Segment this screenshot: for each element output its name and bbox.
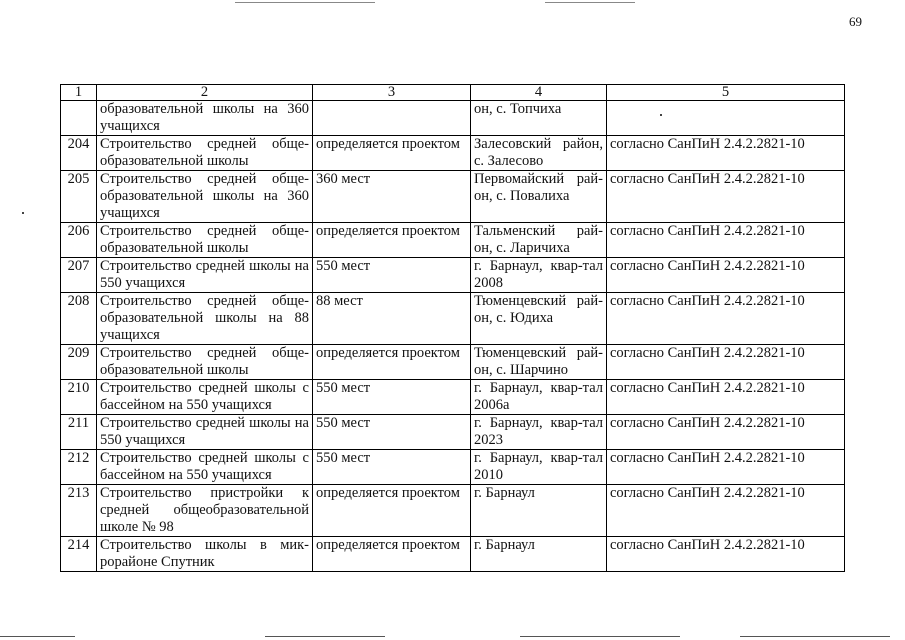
norm-cell: согласно СанПиН 2.4.2.2821-10 [607,450,845,485]
object-cell: Строительство средней школы с бассейном на 550 учащихся [97,450,313,485]
scan-artifact-bottom [265,636,385,637]
capacity-cell: 550 мест [313,380,471,415]
table-row [61,293,845,345]
table-row [61,450,845,485]
object-cell: Строительство средней школы на 550 учащихся [97,258,313,293]
norm-cell: согласно СанПиН 2.4.2.2821-10 [607,223,845,258]
norm-cell: согласно СанПиН 2.4.2.2821-10 [607,345,845,380]
object-cell: Строительство средней обще-образовательной школы на 88 учащихся [97,293,313,345]
row-number: 204 [61,136,97,171]
row-number: 210 [61,380,97,415]
capacity-cell: 360 мест [313,171,471,223]
header-col-5: 5 [607,85,845,101]
capacity-cell: 550 мест [313,415,471,450]
table-row [61,258,845,293]
location-cell: г. Барнаул [471,485,607,537]
capacity-cell: 88 мест [313,293,471,345]
location-cell: он, с. Топчиха [471,101,607,136]
table-body [61,101,845,572]
location-cell: Тальменский рай-он, с. Ларичиха [471,223,607,258]
row-number [61,101,97,136]
location-cell: Тюменцевский рай-он, с. Юдиха [471,293,607,345]
capacity-cell: определяется проектом [313,223,471,258]
row-number: 207 [61,258,97,293]
capacity-cell: определяется проектом [313,537,471,572]
object-cell: Строительство средней обще-образовательной школы [97,136,313,171]
object-cell: Строительство средней обще-образовательной школы [97,345,313,380]
scan-artifact-top [235,2,375,3]
norm-cell: согласно СанПиН 2.4.2.2821-10 [607,293,845,345]
object-cell: Строительство средней школы с бассейном на 550 учащихся [97,380,313,415]
scan-speck [22,212,24,214]
norm-cell [607,101,845,136]
scan-artifact-bottom [740,636,890,637]
object-cell: образовательной школы на 360 учащихся [97,101,313,136]
row-number: 206 [61,223,97,258]
object-cell: Строительство средней обще-образовательной школы на 360 учащихся [97,171,313,223]
scan-artifact-bottom [0,636,75,637]
scan-artifact-top [545,2,635,3]
location-cell: г. Барнаул [471,537,607,572]
object-cell: Строительство школы в мик-рорайоне Спутник [97,537,313,572]
norm-cell: согласно СанПиН 2.4.2.2821-10 [607,485,845,537]
norm-cell: согласно СанПиН 2.4.2.2821-10 [607,171,845,223]
table-row [61,171,845,223]
norm-cell: согласно СанПиН 2.4.2.2821-10 [607,136,845,171]
schools-table [60,84,845,572]
row-number: 209 [61,345,97,380]
norm-cell: согласно СанПиН 2.4.2.2821-10 [607,537,845,572]
location-cell: г. Барнаул, квар-тал 2006а [471,380,607,415]
object-cell: Строительство пристройки к средней общеобразовательной школе № 98 [97,485,313,537]
row-number: 205 [61,171,97,223]
location-cell: г. Барнаул, квар-тал 2010 [471,450,607,485]
capacity-cell: определяется проектом [313,136,471,171]
row-number: 213 [61,485,97,537]
capacity-cell: определяется проектом [313,485,471,537]
norm-cell: согласно СанПиН 2.4.2.2821-10 [607,415,845,450]
header-row [61,85,845,101]
location-cell: г. Барнаул, квар-тал 2008 [471,258,607,293]
row-number: 208 [61,293,97,345]
row-number: 211 [61,415,97,450]
page-number: 69 [849,14,862,29]
object-cell: Строительство средней обще-образовательной школы [97,223,313,258]
capacity-cell: определяется проектом [313,345,471,380]
row-number: 214 [61,537,97,572]
table-row [61,380,845,415]
table-row [61,136,845,171]
capacity-cell [313,101,471,136]
capacity-cell: 550 мест [313,450,471,485]
object-cell: Строительство средней школы на 550 учащихся [97,415,313,450]
location-cell: Тюменцевский рай-он, с. Шарчино [471,345,607,380]
table-row [61,415,845,450]
header-col-3: 3 [313,85,471,101]
capacity-cell: 550 мест [313,258,471,293]
norm-cell: согласно СанПиН 2.4.2.2821-10 [607,258,845,293]
header-col-1: 1 [61,85,97,101]
table-row [61,537,845,572]
location-cell: Первомайский рай-он, с. Повалиха [471,171,607,223]
continuation-row [61,101,845,136]
table-row [61,485,845,537]
norm-cell: согласно СанПиН 2.4.2.2821-10 [607,380,845,415]
header-col-4: 4 [471,85,607,101]
location-cell: г. Барнаул, квар-тал 2023 [471,415,607,450]
scan-artifact-bottom [520,636,680,637]
location-cell: Залесовский район, с. Залесово [471,136,607,171]
header-col-2: 2 [97,85,313,101]
table-row [61,223,845,258]
table-row [61,345,845,380]
row-number: 212 [61,450,97,485]
